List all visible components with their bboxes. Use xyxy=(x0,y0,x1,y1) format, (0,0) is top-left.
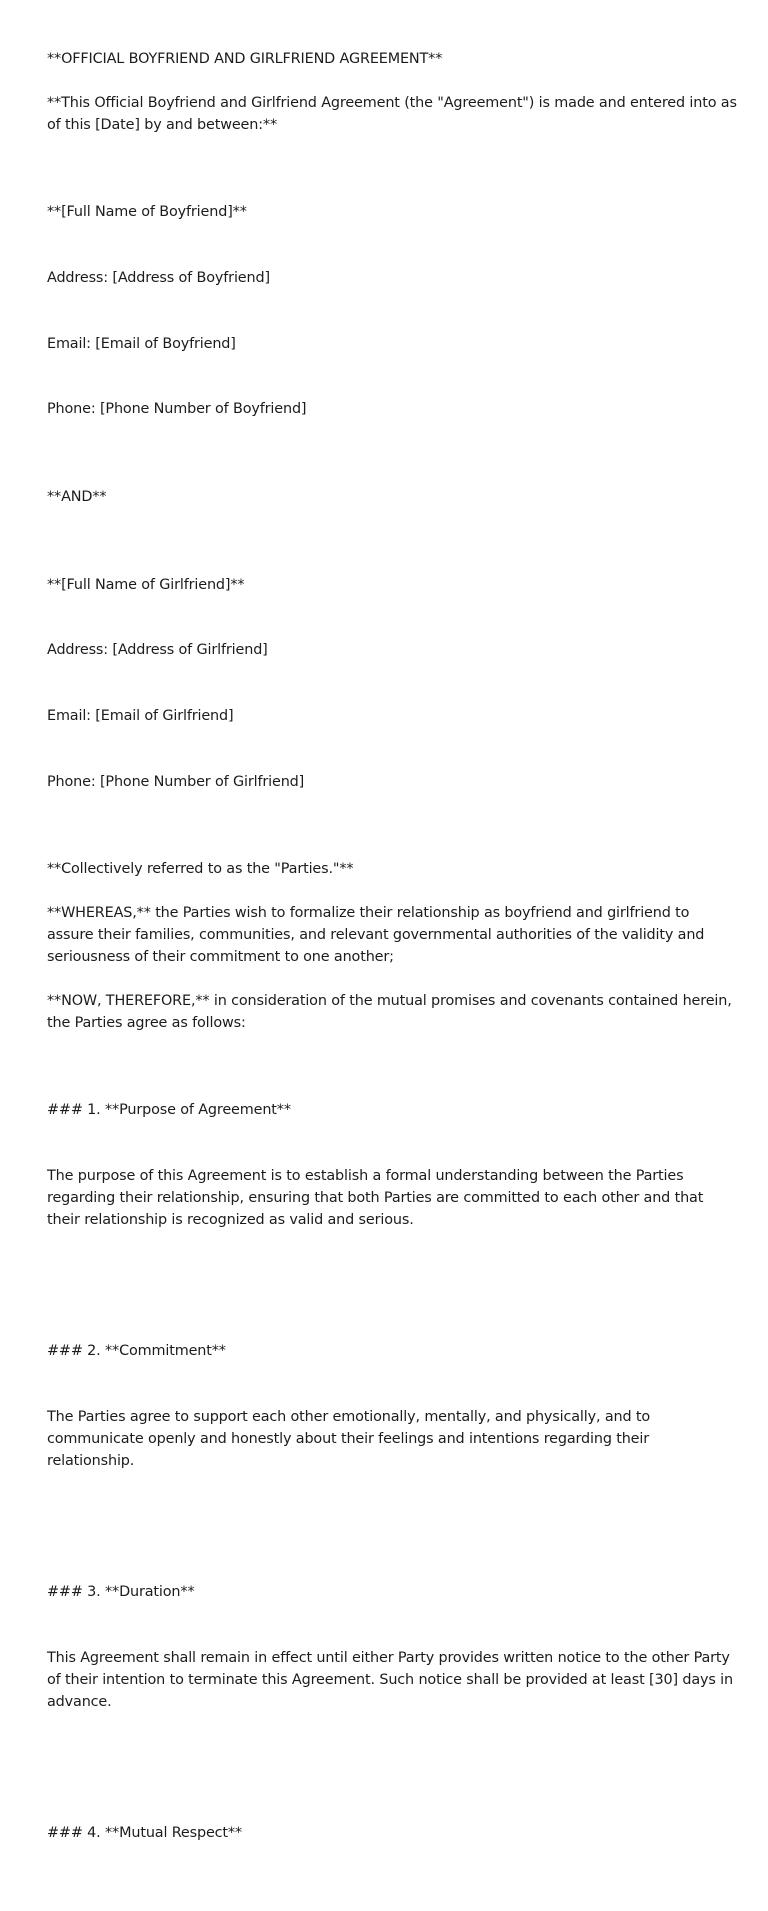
girlfriend-phone: Phone: [Phone Number of Girlfriend] xyxy=(47,773,305,790)
now-therefore-paragraph: **NOW, THEREFORE,** in consideration of the mutual promises and covenants contained herein, the Parties agree as follows: xyxy=(47,992,737,1031)
section-body: This Agreement shall remain in effect until either Party provides written notice to the other Party of their intention to terminate this Agreement. Such notice shall be provided at least [30] days in advance. xyxy=(47,1650,738,1710)
girlfriend-address: Address: [Address of Girlfriend] xyxy=(47,642,268,659)
girlfriend-block xyxy=(47,531,737,838)
and-label: **AND** xyxy=(47,489,107,506)
section-body: The purpose of this Agreement is to establish a formal understanding between the Parties regarding their relationship, ensuring that both Parties are committed to each other and that their relationship is recognized as valid and serious. xyxy=(47,1168,708,1228)
boyfriend-email: Email: [Email of Boyfriend] xyxy=(47,335,236,352)
collectively-paragraph: **Collectively referred to as the "Parties."** xyxy=(47,861,354,878)
agreement-document xyxy=(47,49,742,1911)
boyfriend-block xyxy=(47,159,737,466)
section-body: The Parties agree to support each other emotionally, mentally, and physically, and to communicate openly and honestly about their feelings and intentions regarding their relationship. xyxy=(47,1409,655,1469)
section-heading: ### 2. **Commitment** xyxy=(47,1343,226,1360)
whereas-paragraph: **WHEREAS,** the Parties wish to formalize their relationship as boyfriend and girlfriend to assure their families, communities, and relevant governmental authorities of the validity and seriousness of their commitment to one another; xyxy=(47,905,709,966)
boyfriend-phone: Phone: [Phone Number of Boyfriend] xyxy=(47,401,307,418)
intro-paragraph: **This Official Boyfriend and Girlfriend Agreement (the "Agreement") is made and entered into as of this [Date] by and between:** xyxy=(47,94,742,133)
section-purpose xyxy=(47,1057,737,1276)
section-heading: ### 3. **Duration** xyxy=(47,1584,195,1601)
section-mutual-respect xyxy=(47,1779,737,1889)
girlfriend-email: Email: [Email of Girlfriend] xyxy=(47,708,234,725)
document-title: **OFFICIAL BOYFRIEND AND GIRLFRIEND AGREEMENT** xyxy=(47,51,443,67)
section-heading: ### 4. **Mutual Respect** xyxy=(47,1825,243,1842)
section-commitment xyxy=(47,1298,737,1517)
section-heading: ### 1. **Purpose of Agreement** xyxy=(47,1102,291,1119)
section-duration xyxy=(47,1538,737,1757)
boyfriend-name: **[Full Name of Boyfriend]** xyxy=(47,204,247,221)
boyfriend-address: Address: [Address of Boyfriend] xyxy=(47,270,270,287)
girlfriend-name: **[Full Name of Girlfriend]** xyxy=(47,576,245,593)
